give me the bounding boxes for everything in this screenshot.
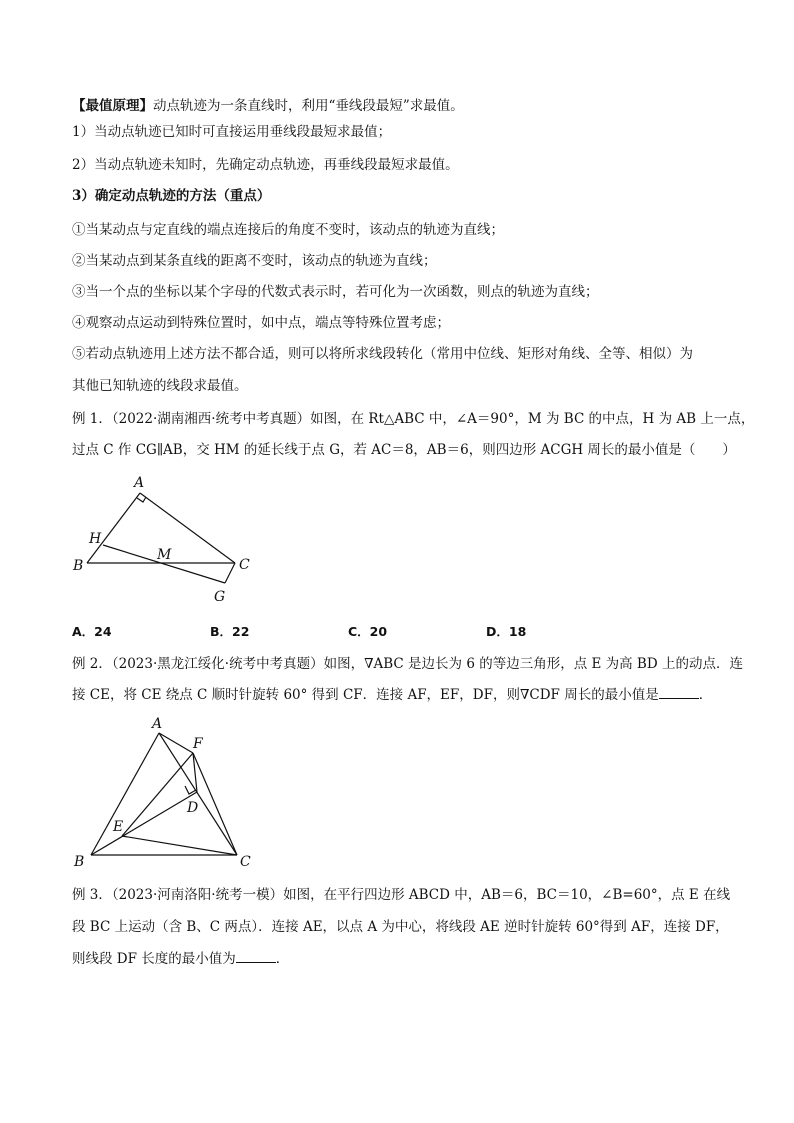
- option-a[interactable]: A．24: [72, 624, 112, 639]
- segment-af: [159, 733, 193, 753]
- option-d[interactable]: D．18: [486, 624, 527, 639]
- method-3: ③当一个点的坐标以某个字母的代数式表示时，若可化为一次函数，则点的轨迹为直线；: [72, 284, 599, 300]
- method-5-line-1: ⑤若动点轨迹用上述方法不都合适，则可以将所求线段转化（常用中位线、矩形对角线、全等、相似）为: [72, 346, 693, 362]
- segment-ec: [122, 836, 237, 855]
- principle-text: 动点轨迹为一条直线时，利用“垂线段最短”求最值。: [153, 98, 464, 114]
- label-b: B: [74, 854, 85, 870]
- label-g: G: [214, 589, 226, 605]
- principle-item-2: 2）当动点轨迹未知时，先确定动点轨迹，再垂线段最短求最值。: [72, 157, 459, 173]
- example-3-line-3-end: ．: [275, 951, 290, 967]
- segment-fe: [122, 753, 193, 836]
- example-3-line-3: [72, 949, 732, 969]
- principle-item-3: 3）确定动点轨迹的方法（重点）: [72, 188, 271, 204]
- label-m: M: [157, 547, 172, 563]
- example-1-line-2: 过点 C 作 CG∥AB，交 HM 的延长线于点 G，若 AC＝8，AB＝6，则四边形 ACGH 周长的最小值是（ ）: [72, 442, 736, 458]
- method-1: ①当某动点与定直线的端点连接后的角度不变时，该动点的轨迹为直线；: [72, 222, 504, 238]
- label-c: C: [239, 557, 250, 573]
- principle-item-1: 1）当动点轨迹已知时可直接运用垂线段最短求最值；: [72, 124, 392, 140]
- answer-blank-3[interactable]: [236, 950, 276, 963]
- method-4: ④观察动点运动到特殊位置时，如中点，端点等特殊位置考虑；: [72, 315, 450, 331]
- example-2-line-1: 例 2．（2023·黑龙江绥化·统考中考真题）如图，∇ABC 是边长为 6 的等边三角形，点 E 为高 BD 上的动点．连: [72, 656, 743, 672]
- label-d: D: [187, 800, 199, 816]
- method-2: ②当某动点到某条直线的距离不变时，该动点的轨迹为直线；: [72, 253, 437, 269]
- method-5-line-2: 其他已知轨迹的线段求最值。: [72, 378, 248, 394]
- label-f: F: [193, 736, 203, 752]
- option-b[interactable]: B．22: [210, 624, 250, 639]
- example-3-line-3-text: 则线段 DF 长度的最小值为: [72, 951, 236, 967]
- example-3-line-1: 例 3．（2023·河南洛阳·统考一模）如图，在平行四边形 ABCD 中，AB＝6，BC＝10，∠B=60°，点 E 在线: [72, 887, 731, 903]
- option-c[interactable]: C．20: [348, 624, 388, 639]
- label-h: H: [89, 531, 102, 547]
- segment-fc: [193, 753, 237, 855]
- label-c: C: [240, 854, 251, 870]
- example-2-line-2-text: 接 CE，将 CE 绕点 C 顺时针旋转 60° 得到 CF．连接 AF，EF，DF，则∇CDF 周长的最小值是: [72, 687, 659, 703]
- label-a: A: [134, 475, 145, 491]
- label-a: A: [152, 716, 163, 732]
- example-3-line-2: 段 BC 上运动（含 B、C 两点）．连接 AE，以点 A 为中心，将线段 AE 逆时针旋转 60°得到 AF，连接 DF，: [72, 919, 729, 935]
- example-1-line-1: 例 1．（2022·湖南湘西·统考中考真题）如图，在 Rt△ABC 中，∠A＝90°，M 为 BC 的中点，H 为 AB 上一点，: [72, 411, 755, 427]
- principle-tag: 【最值原理】: [72, 98, 153, 114]
- label-b: B: [73, 558, 84, 574]
- example-2-line-2-end: ．: [698, 687, 713, 703]
- label-e: E: [113, 819, 124, 835]
